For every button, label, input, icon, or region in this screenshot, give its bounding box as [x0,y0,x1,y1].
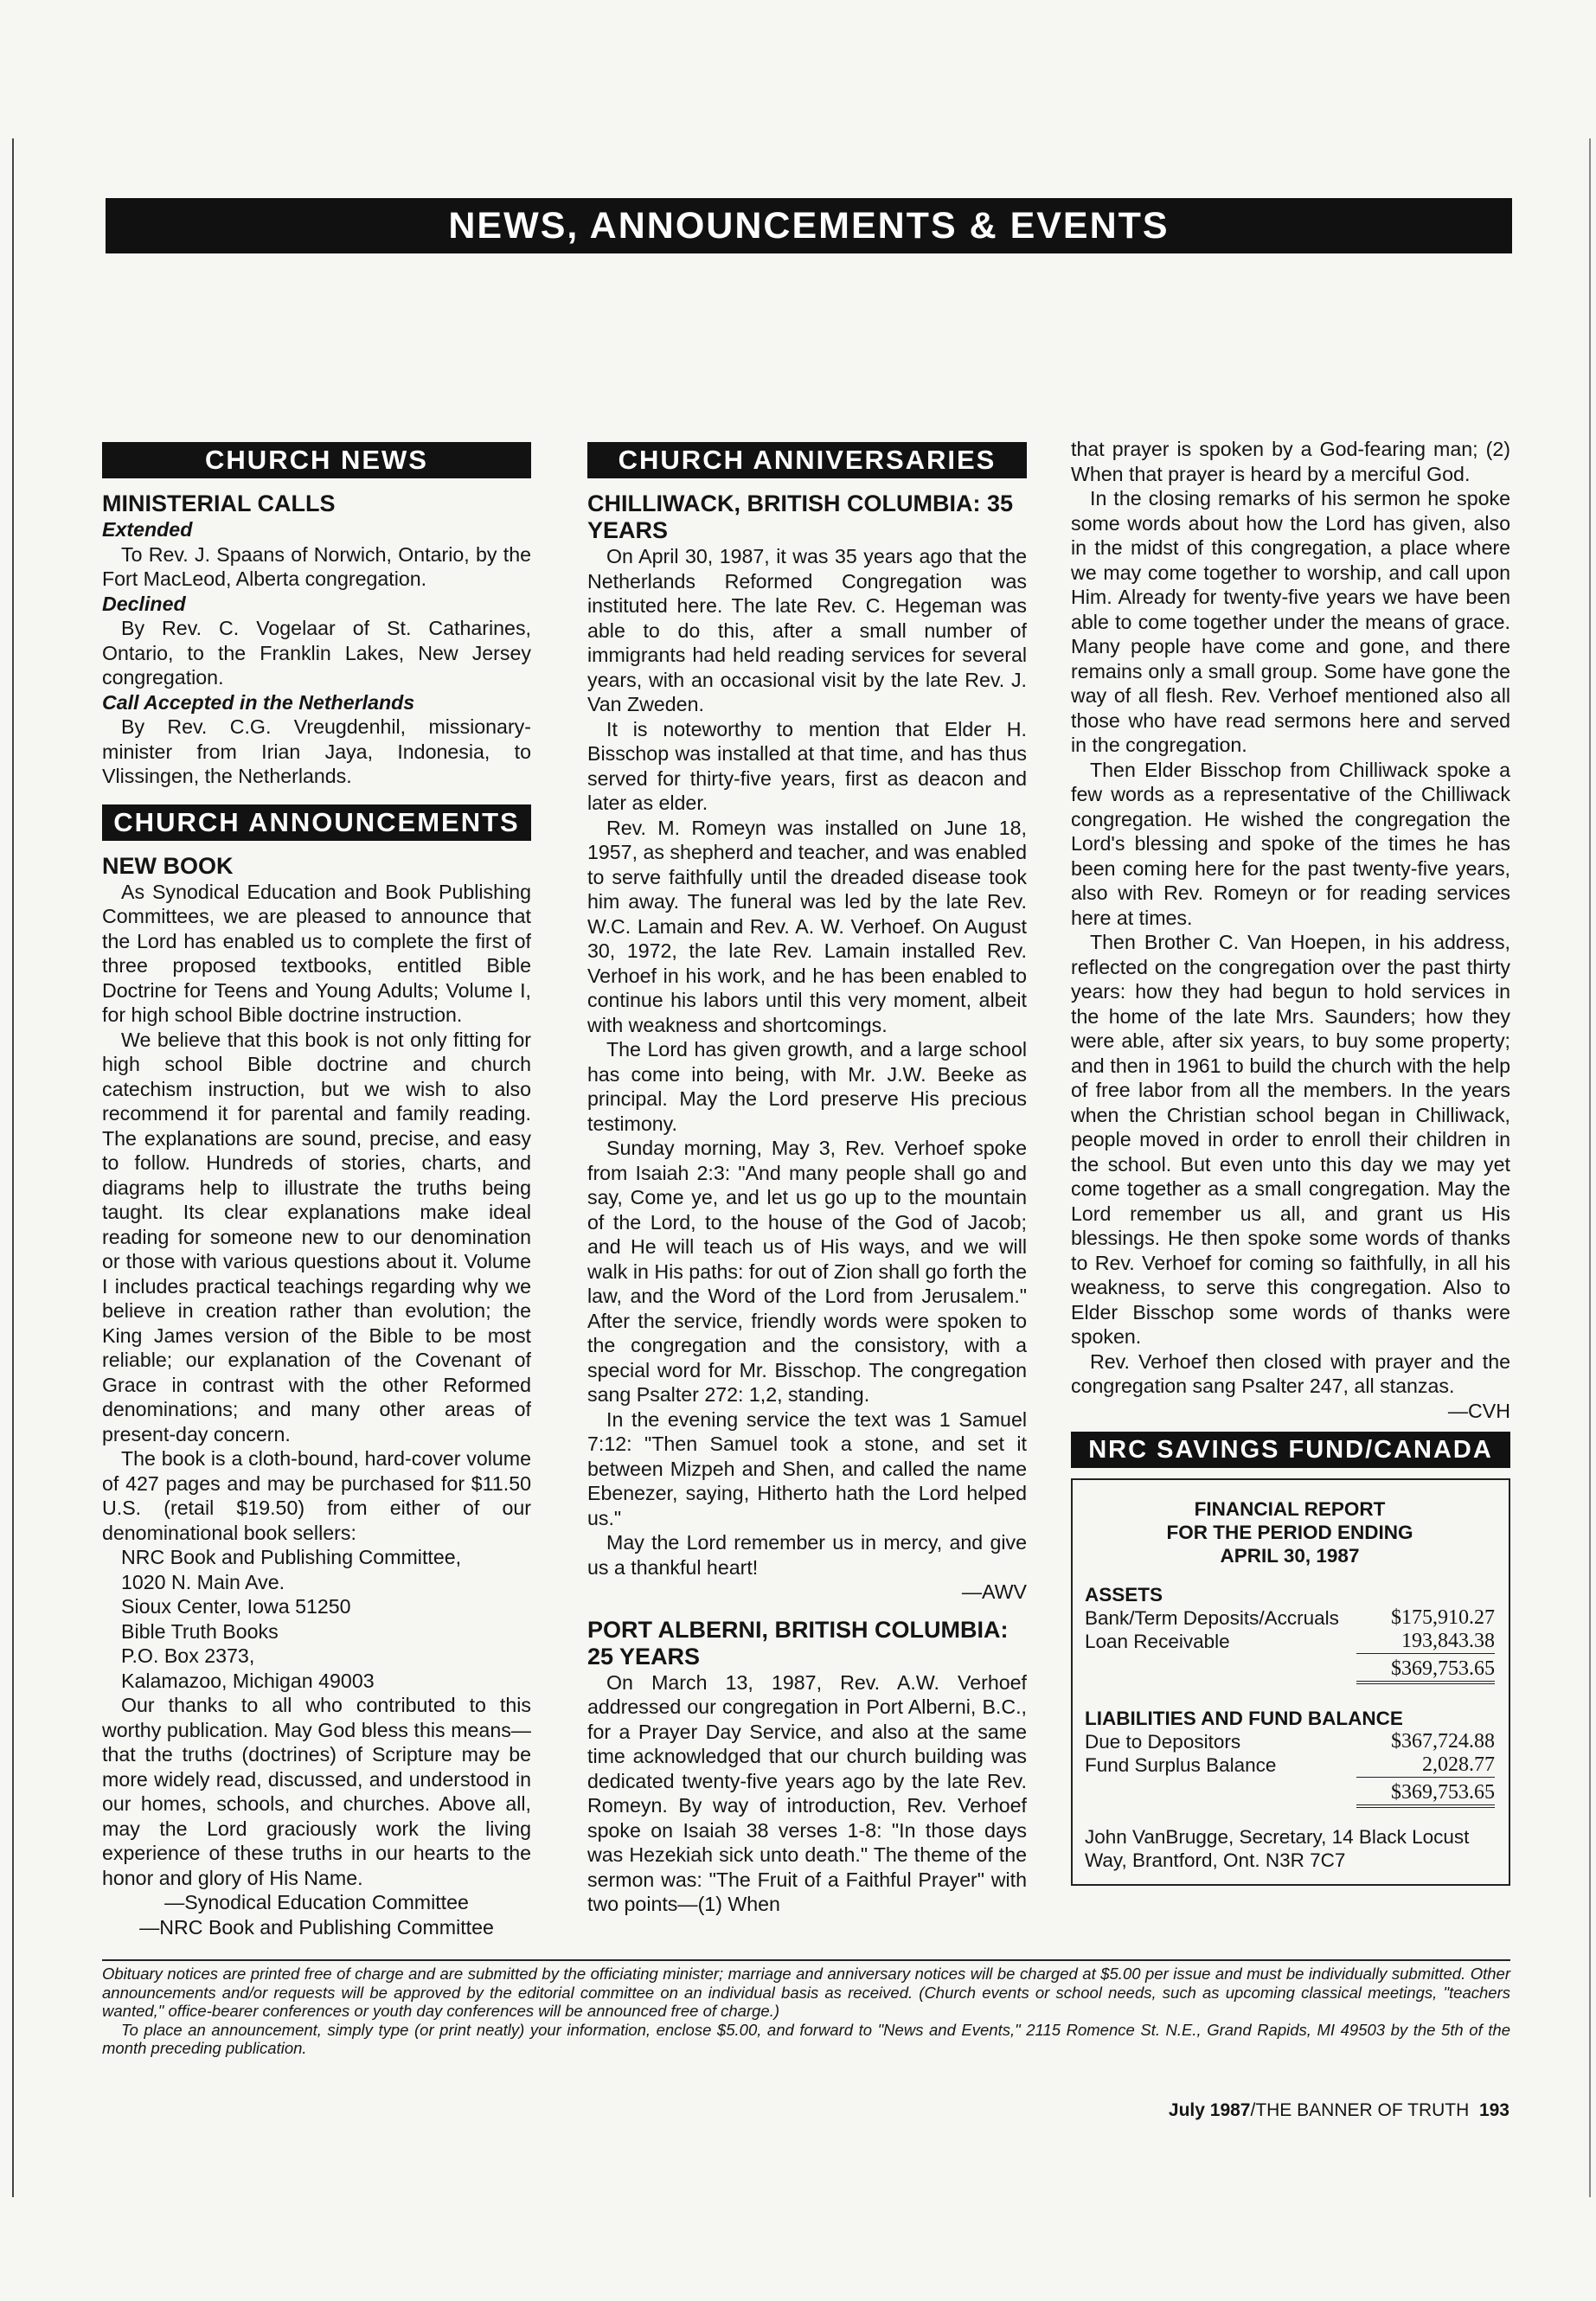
article-paragraph: The Lord has given growth, and a large school has come into being, with Mr. J.W. Beeke as principal. May the Lord preserve His precious testimony. [587,1038,1027,1135]
report-title: FINANCIAL REPORT [1194,1498,1386,1520]
ledger-total-row [1085,1657,1495,1684]
declined-text: By Rev. C. Vogelaar of St. Catharines, Ontario, to the Franklin Lakes, New Jersey congregation. [102,617,531,689]
article-paragraph: Rev. M. Romeyn was installed on June 18, 1957, as shepherd and teacher, and was enabled to serve faithfully until the dreaded disease took him away. The funeral was led by the late Rev. W.C. Lamain and Rev. A. W. Verhoef. On August 30, 1972, the late Rev. Lamain installed Rev. Verhoef in his work, and he has been enabled to continue his labors until this very moment, albeit with weakness and shortcomings. [587,816,1027,1036]
article-paragraph: In the closing remarks of his sermon he spoke some words about how the Lord has given, also in the midst of this congregation, a place where we may come together to worship, and call upon Him. Already for twenty-five years we have been able to come together under the means of grace. Many people have come and gone, and there remains only a small group. Some have gone the way of all flesh. Rev. Verhoef mentioned also all those who have read sermons here and served in the congregation. [1071,487,1510,756]
footer-rule [102,1959,1510,1961]
article-paragraph: Then Brother C. Van Hoepen, in his address, reflected on the congregation over the past thirty years: how they had begun to hold services in the home of the late Mrs. Saunders; how they were able, after six years, to buy some property; and then in 1961 to build the church with the help of free labor from all the members. In the years when the Christian school began in Chilliwack, people moved in order to enroll their children in the school. But even unto this day we may yet come together as a small congregation. May the Lord remember us all, and grant us His blessings. He then spoke some words of thanks to Rev. Verhoef for coming so faithfully, in all his weakness, to serve this congregation. Also to Elder Bisschop some words of thanks were spoken. [1071,931,1510,1348]
address-line: 1020 N. Main Ave. [121,1570,285,1593]
declined-label: Declined [102,592,186,615]
accepted-label: Call Accepted in the Netherlands [102,690,415,714]
church-news-bar: CHURCH NEWS [102,442,531,478]
address-line: Kalamazoo, Michigan 49003 [121,1669,375,1692]
report-title: APRIL 30, 1987 [1220,1545,1360,1567]
church-announcements-bar: CHURCH ANNOUNCEMENTS [102,804,531,841]
ledger-amount: $175,910.27 [1391,1606,1495,1629]
footer-notes [102,1965,1510,2058]
ledger-label: Fund Surplus Balance [1085,1754,1277,1776]
report-title: FOR THE PERIOD ENDING [1166,1522,1413,1543]
column-middle [587,437,1027,1917]
footer-note: Obituary notices are printed free of charge and are submitted by the officiating minister; marriage and anniversary notices will be charged at $5.00 per issue and must be individually submitted. Other announcements and/or requests will be approved by the editorial committee on an individual basis as received. (Church events or school needs, such as upcoming classical meetings, "teachers wanted," office-bearer conferences or youth day conferences will be announced free of charge.) [102,1965,1510,2020]
new-book-heading: NEW BOOK [102,852,234,879]
extended-text: To Rev. J. Spaans of Norwich, Ontario, by the Fort MacLeod, Alberta congregation. [102,542,531,590]
address-line: Sioux Center, Iowa 51250 [121,1595,351,1618]
footer-note: To place an announcement, simply type (or print neatly) your information, enclose $5.00, and forward to "News and Events," 2115 Romence St. N.E., Grand Rapids, MI 49503 by the 5th of the month preceding publication. [102,2020,1510,2057]
new-book-paragraph: The book is a cloth-bound, hard-cover volume of 427 pages and may be purchased for $11.50 U.S. (retail $19.50) from either of our denominational book sellers: [102,1447,531,1544]
address-line: P.O. Box 2373, [121,1644,255,1667]
church-anniversaries-bar: CHURCH ANNIVERSARIES [587,442,1027,478]
section-masthead: NEWS, ANNOUNCEMENTS & EVENTS [106,198,1512,253]
article-paragraph: Then Elder Bisschop from Chilliwack spoke a few words as a representative of the Chilliwack congregation. He wished the congregation the Lord's blessing and spoke of the times he has been coming here for the past twenty-five years, also with Rev. Romeyn or for reading services here at times. [1071,758,1510,929]
column-left [102,437,531,1939]
page-edge-right [1589,138,1591,2197]
ledger-label: Due to Depositors [1085,1731,1241,1753]
ledger-total-row [1085,1781,1495,1808]
ledger-row [1085,1630,1495,1654]
ledger-label: Loan Receivable [1085,1631,1230,1652]
article-paragraph: In the evening service the text was 1 Samuel 7:12: "Then Samuel took a stone, and set it between Mizpeh and Shen, and called the name Ebenezer, saying, Hitherto hath the Lord helped us." [587,1407,1027,1529]
liabilities-heading: LIABILITIES AND FUND BALANCE [1085,1708,1403,1729]
article-paragraph: that prayer is spoken by a God-fearing man; (2) When that prayer is heard by a merciful God. [1071,438,1510,485]
address-line: NRC Book and Publishing Committee, [121,1546,462,1568]
accepted-text: By Rev. C.G. Vreugdenhil, missionary-minister from Irian Jaya, Indonesia, to Vlissingen, the Netherlands. [102,715,531,787]
ledger-amount: $367,724.88 [1391,1730,1495,1753]
article-paragraph: It is noteworthy to mention that Elder H. Bisschop was installed at that time, and has thus served for thirty-five years, first as deacon and later as elder. [587,717,1027,814]
article-paragraph: Sunday morning, May 3, Rev. Verhoef spoke from Isaiah 2:3: "And many people shall go and say, Come ye, and let us go up to the mountain of the Lord, to the house of the God of Jacob; and He will teach us of His ways, and we will walk in His paths: for out of Zion shall go forth the law, and the Word of the Lord from Jerusalem." After the service, friendly words were spoken to the congregation and the consistory, with a special word for Mr. Bisschop. The congregation sang Psalter 272: 1,2, standing. [587,1137,1027,1406]
page-number: 193 [1478,2100,1509,2120]
ledger-label: Bank/Term Deposits/Accruals [1085,1607,1339,1629]
ledger-total: $369,753.65 [1356,1781,1495,1808]
new-book-paragraph: As Synodical Education and Book Publishing Committees, we are pleased to announce that the Lord has enabled us to complete the first of three proposed textbooks, entitled Bible Doctrine for Teens and Young Adults; Volume I, for high school Bible doctrine instruction. [102,880,531,1026]
new-book-paragraph: We believe that this book is not only fitting for high school Bible doctrine and church catechism instruction, but we wish to also recommend it for parental and family reading. The explanations are sound, precise, and easy to follow. Hundreds of stories, charts, and diagrams help to illustrate the truths being taught. Its clear explanations make ideal reading for someone new to our denomination or those with various questions about it. Volume I includes practical teachings regarding why we believe in creation rather than evolution; the King James version of the Bible to be most reliable; our explanation of the Covenant of Grace in contrast with the other Reformed denominations; and many other areas of present-day concern. [102,1028,531,1445]
savings-fund-bar: NRC SAVINGS FUND/CANADA [1071,1432,1510,1468]
article-paragraph: Rev. Verhoef then closed with prayer and the congregation sang Psalter 247, all stanzas. [1071,1349,1510,1397]
new-book-paragraph: Our thanks to all who contributed to this worthy publication. May God bless this means—that the truths (doctrines) of Scripture may be more widely read, discussed, and understood in our homes, schools, and churches. Above all, may the Lord graciously work the living experience of these truths in our hearts to the honor and glory of His Name. [102,1694,531,1889]
column-right [1071,437,1510,1886]
page-edge-left [12,138,14,2197]
signature: —AWV [961,1580,1027,1603]
ledger-row [1085,1606,1495,1630]
ledger-amount: 193,843.38 [1356,1630,1495,1654]
page-footer [1169,2100,1509,2121]
signature: —Synodical Education Committee [164,1891,469,1913]
assets-heading: ASSETS [1085,1584,1163,1606]
article-paragraph: On April 30, 1987, it was 35 years ago that the Netherlands Reformed Congregation was instituted here. The late Rev. C. Hegeman was able to do this, after a small number of immigrants had held reading services for several years, with an occasional visit by the late Rev. J. Van Zweden. [587,545,1027,715]
article-paragraph: May the Lord remember us in mercy, and give us a thankful heart! [587,1531,1027,1579]
ledger-row [1085,1730,1495,1753]
signature: —NRC Book and Publishing Committee [139,1915,494,1939]
magazine-name: /THE BANNER OF TRUTH [1250,2100,1470,2120]
chilliwack-heading: CHILLIWACK, BRITISH COLUMBIA: 35 YEARS [587,490,1013,543]
address-line: Bible Truth Books [121,1619,279,1643]
ministerial-calls-heading: MINISTERIAL CALLS [102,490,336,516]
financial-report-box [1071,1478,1510,1886]
ledger-total: $369,753.65 [1356,1657,1495,1684]
article-paragraph: On March 13, 1987, Rev. A.W. Verhoef addressed our congregation in Port Alberni, B.C., for a Prayer Day Service, and also at the same time acknowledged that our church building was dedicated twenty-five years ago by the late Rev. Romeyn. By way of introduction, Rev. Verhoef spoke on Isaiah 38 verses 1-8: "In those days was Hezekiah sick unto death." The theme of the sermon was: "The Fruit of a Faithful Prayer" with two points—(1) When [587,1670,1027,1915]
signature: —CVH [1447,1399,1510,1422]
extended-label: Extended [102,518,193,541]
secretary-line: John VanBrugge, Secretary, 14 Black Locust Way, Brantford, Ont. N3R 7C7 [1085,1826,1470,1871]
ledger-row [1085,1753,1495,1778]
port-alberni-heading: PORT ALBERNI, BRITISH COLUMBIA: 25 YEARS [587,1616,1009,1670]
ledger-amount: 2,028.77 [1356,1753,1495,1778]
issue-date: July 1987 [1168,2100,1251,2120]
